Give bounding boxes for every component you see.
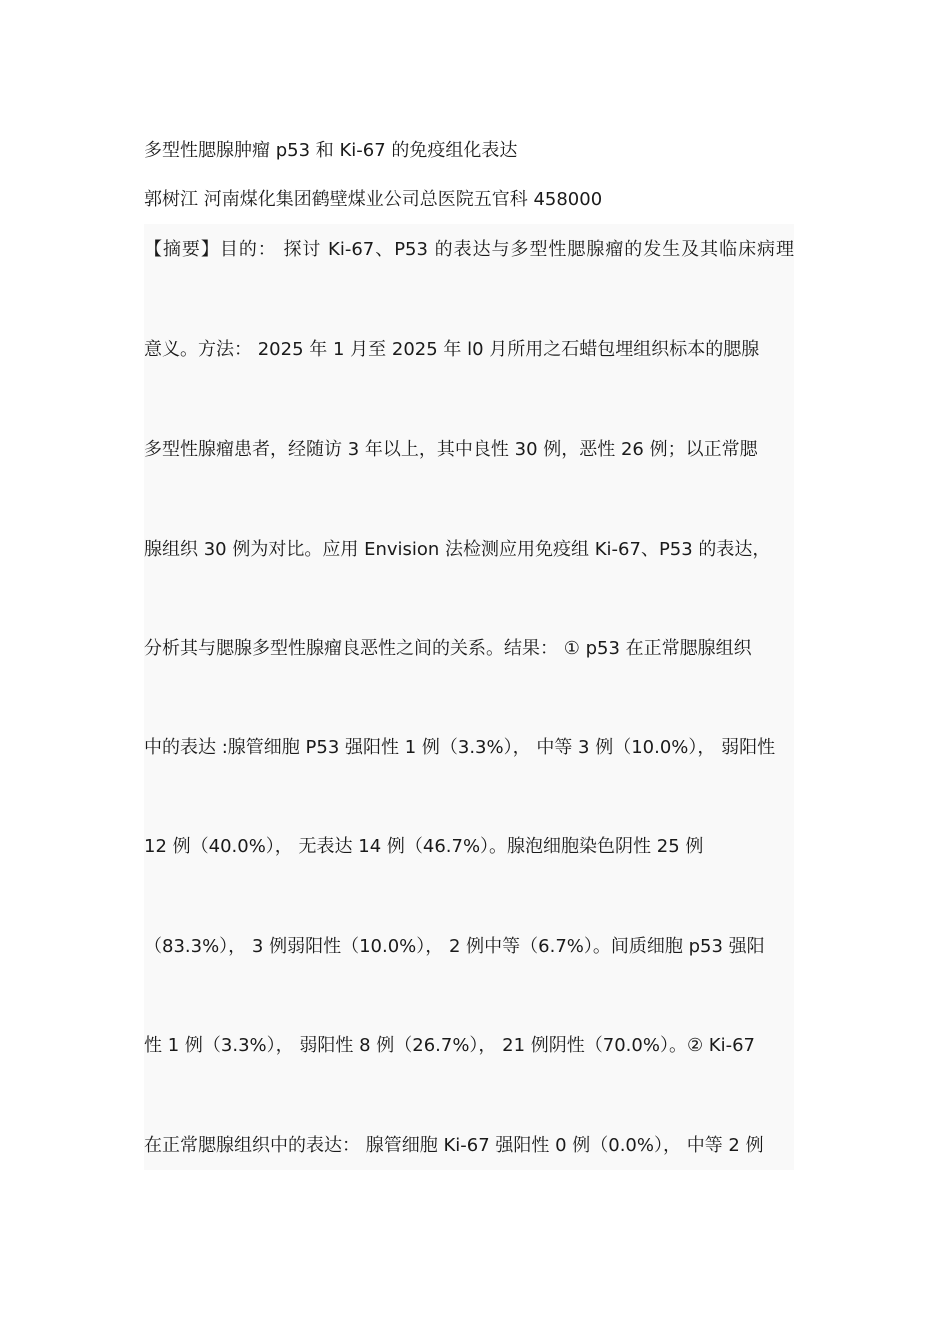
- author-affiliation: 郭树江 河南煤化集团鹤壁煤业公司总医院五官科 458000: [144, 189, 603, 210]
- abstract-line: 【摘要】目的： 探讨 Ki-67、P53 的表达与多型性腮腺瘤的发生及其临床病理: [144, 239, 794, 260]
- abstract-line: 中的表达 :腺管细胞 P53 强阳性 1 例（3.3%）， 中等 3 例（10.0%）， 弱阳性: [144, 737, 776, 758]
- abstract-line: 分析其与腮腺多型性腺瘤良恶性之间的关系。结果： ① p53 在正常腮腺组织: [144, 638, 752, 659]
- document-title: 多型性腮腺肿瘤 p53 和 Ki-67 的免疫组化表达: [144, 140, 518, 161]
- abstract-line: 12 例（40.0%）， 无表达 14 例（46.7%）。腺泡细胞染色阴性 25 例: [144, 836, 704, 857]
- abstract-background: [144, 224, 794, 1170]
- abstract-line: 意义。方法： 2025 年 1 月至 2025 年 l0 月所用之石蜡包埋组织标本的腮腺: [144, 339, 760, 360]
- abstract-line: 在正常腮腺组织中的表达： 腺管细胞 Ki-67 强阳性 0 例（0.0%）， 中等 2 例: [144, 1135, 764, 1156]
- abstract-line: 腺组织 30 例为对比。应用 Envision 法检测应用免疫组 Ki-67、P53 的表达，: [144, 539, 771, 560]
- abstract-line: 性 1 例（3.3%）， 弱阳性 8 例（26.7%）， 21 例阴性（70.0%）。② Ki-67: [144, 1035, 756, 1056]
- abstract-line: 多型性腺瘤患者，经随访 3 年以上，其中良性 30 例，恶性 26 例；以正常腮: [144, 439, 758, 460]
- abstract-line: （83.3%）， 3 例弱阳性（10.0%）， 2 例中等（6.7%）。间质细胞 p53 强阳: [144, 936, 765, 957]
